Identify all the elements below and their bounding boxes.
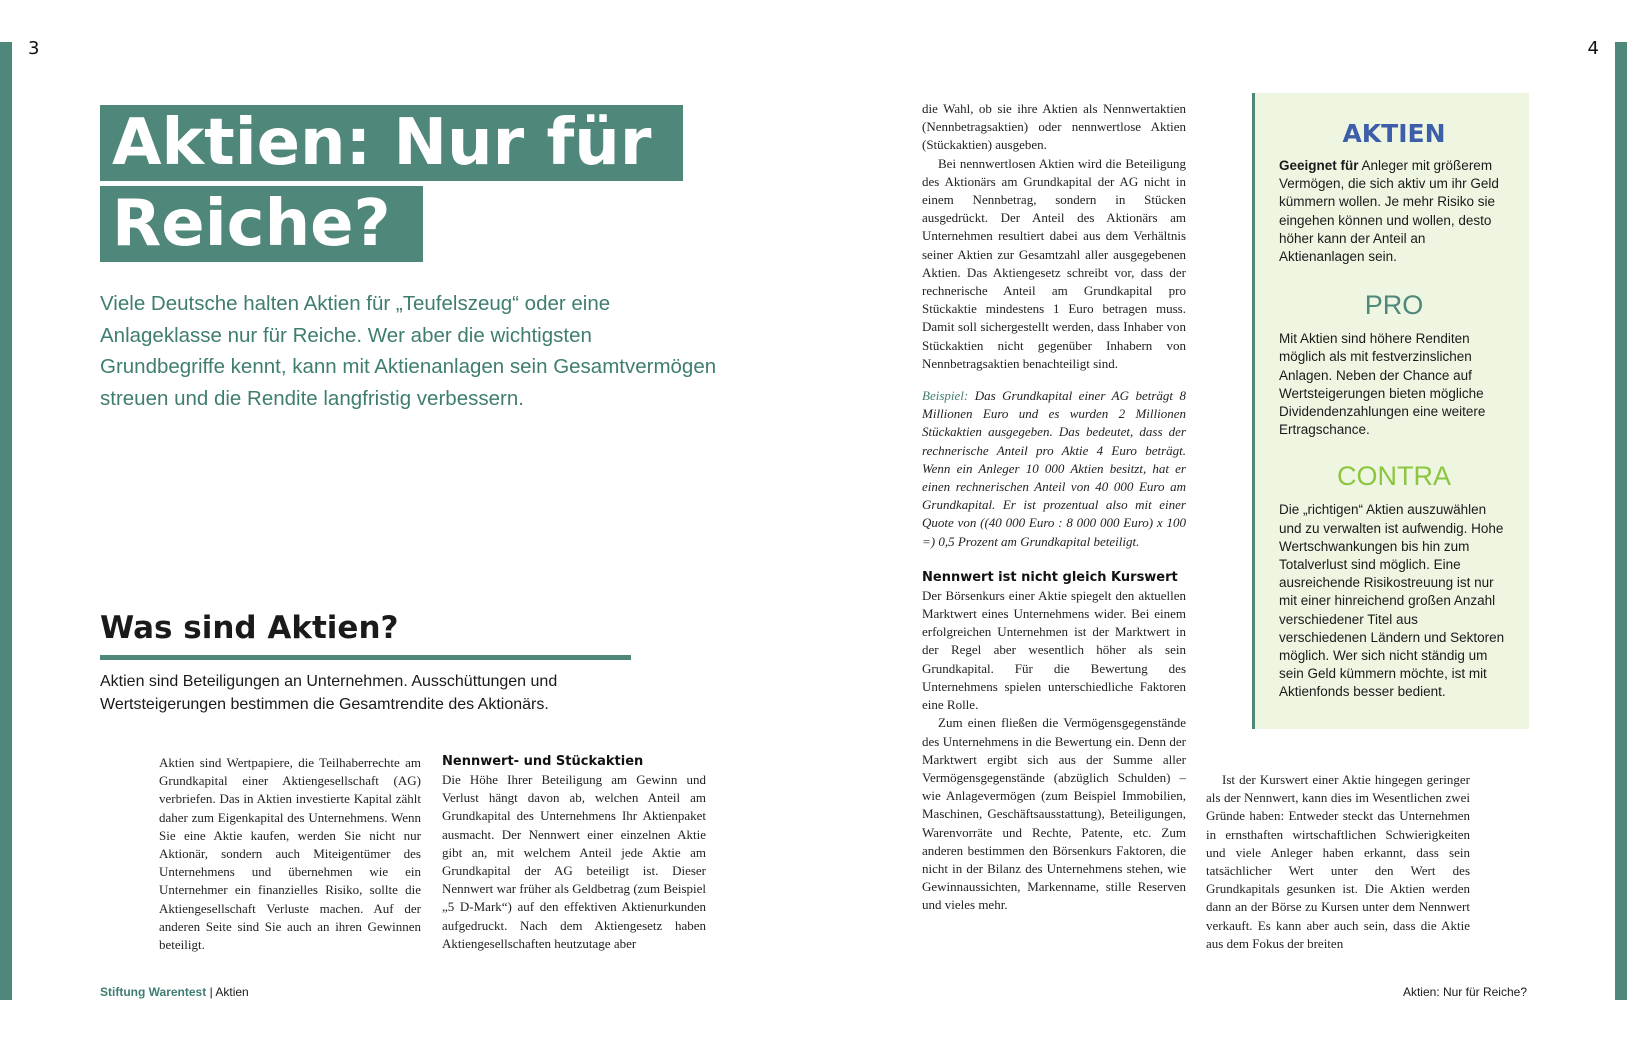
lead-paragraph: Viele Deutsche halten Aktien für „Teufelszeug“ oder eine Anlageklasse nur für Reiche. Wer aber die wichtigsten Grundbegriffe kennt, kann mit Aktienanlagen sein Gesamtvermögen streuen und die Rendite langfristig verbessern.: [100, 292, 717, 410]
col3-paragraph-2: Bei nennwertlosen Aktien wird die Beteiligung des Aktionärs am Grundkapital der AG nicht in einem Nennbetrag, sondern in Stücken ausgedrückt. Der Anteil des Aktionärs am Unternehmen resultiert dabei aus dem Verhältnis seiner Aktien zur Gesamtzahl aller ausgegebenen Aktien. Das Aktiengesetz schreibt vor, dass der rechnerische Anteil am Grundkapital pro Stückaktie mindestens 1 Euro betragen muss. Damit soll sichergestellt werden, dass Inhaber von Stückaktien nicht gegenüber Inhabern von Nennbetragsaktien benachteiligt sind.: [922, 155, 1186, 371]
title-line-2: Reiche?: [100, 186, 423, 262]
box-contra-heading: CONTRA: [1337, 461, 1451, 492]
example-text: Das Grundkapital einer AG beträgt 8 Millionen Euro und es wurden 2 Millionen Stückaktien ausgegeben. Das bedeutet, dass der rechnerische Anteil pro Aktie 4 Euro beträgt. Wenn ein Anleger 10 000 Aktien besitzt, hat er einen rechnerischen Anteil von 40 000 Euro am Grundkapital. Er ist prozentual also mit einer Quote von ((40 000 Euro : 8 000 000 Euro) x 100 =) 0,5 Prozent am Grundkapital beteiligt.: [922, 388, 1186, 549]
col2-subheading: Nennwert- und Stückaktien: [442, 754, 644, 769]
box-suitable-text: Anleger mit größerem Vermögen, die sich aktiv um ihr Geld kümmern wollen. Je mehr Risiko sie eingehen können und wollen, desto höher kann der Anteil an Aktienanlagen sein.: [1279, 158, 1499, 265]
body-column-2: [442, 753, 706, 953]
summary-box: [1252, 93, 1529, 729]
footer-separator: |: [209, 985, 213, 999]
col2-paragraph: Die Höhe Ihrer Beteiligung am Gewinn und Verlust hängt davon ab, welchen Anteil am Grundkapital des Unternehmens Ihr Aktienpaket ausmacht. Der Nennwert einer einzelnen Aktie gibt an, mit welchem Anteil jede Aktie am Grundkapital der AG beteiligt ist. Dieser Nennwert war früher als Geldbetrag (zum Beispiel „5 D-Mark“) auf den effektiven Aktienurkunden aufgedruckt. Nach dem Aktiengesetz haben Aktiengesellschaften heutzutage aber: [442, 772, 706, 951]
box-suitable-label: Geeignet für: [1279, 158, 1359, 173]
footer-section: Aktien: [215, 985, 249, 999]
col3-subheading: Nennwert ist nicht gleich Kurswert: [922, 569, 1178, 585]
example-label: Beispiel:: [922, 388, 969, 404]
box-suitable: [1279, 157, 1509, 266]
example-paragraph: [922, 387, 1186, 551]
footer-brand: Stiftung Warentest: [100, 985, 207, 999]
footer-left: [100, 985, 249, 999]
page-number-right: 4: [1587, 38, 1599, 59]
right-edge-bar: [1615, 42, 1627, 1000]
col3-paragraph-3: Der Börsenkurs einer Aktie spiegelt den aktuellen Marktwert eines Unternehmens wider. Bei einem erfolgreichen Unternehmen ist der Marktwert in der Regel aber wesentlich höher als sein Grundkapital. Für die Bewertung des Unternehmens spielen unterschiedliche Faktoren eine Rolle.: [922, 587, 1186, 713]
box-pro-text: Mit Aktien sind höhere Renditen möglich als mit festverzinslichen Anlagen. Neben der Chance auf Wertsteigerungen bieten mögliche Dividendenzahlungen eine weitere Ertragschance.: [1279, 331, 1486, 438]
section-intro: Aktien sind Beteiligungen an Unternehmen. Ausschüttungen und Wertsteigerungen bestimmen die Gesamtrendite des Aktionärs.: [100, 673, 558, 713]
footer-right: Aktien: Nur für Reiche?: [1402, 985, 1527, 999]
box-contra-text: Die „richtigen“ Aktien auszuwählen und zu verwalten ist aufwendig. Hohe Wertschwankungen bis hin zum Totalverlust sind möglich. Eine ausreichende Risikostreuung ist nur mit einer hinreichend großen Anzahl verschiedener Titel aus verschiedenen Ländern und Sektoren möglich. Wer sich nicht ständig um sein Geld kümmern möchte, ist mit Aktienfonds besser bedient.: [1279, 502, 1505, 700]
col1-paragraph: Aktien sind Wertpapiere, die Teilhaberrechte am Grundkapital einer Aktiengesellschaft (AG) verbriefen. Das in Aktien investierte Kapital zählt daher zum Eigenkapital des Unternehmens. Wenn Sie eine Aktie kaufen, werden Sie nicht nur Aktionär, sondern auch Miteigentümer des Unternehmens und übernehmen wie ein Unternehmer ein finanzielles Risiko, sollte die Aktiengesellschaft Verluste machen. Auf der anderen Seite sind Sie auch an ihren Gewinnen beteiligt.: [159, 755, 421, 953]
box-pro-heading: PRO: [1364, 290, 1424, 321]
left-edge-bar: [0, 42, 12, 1000]
section-rule: [100, 655, 631, 660]
col3-paragraph-4: Zum einen fließen die Vermögensgegenstände des Unternehmens in die Bewertung ein. Denn der Marktwert ergibt sich aus der Summe aller Vermögensgegenstände (abzüglich Schulden) – wie Anlagevermögen (zum Beispiel Immobilien, Maschinen, Geschäftsausstattung), Beteiligungen, Warenvorräte und Rechte, Patente, etc. Zum anderen bestimmen den Börsenkurs Faktoren, die nicht in der Bilanz des Unternehmens stehen, wie Gewinnaussichten, Markenname, stille Reserven und vieles mehr.: [922, 715, 1186, 913]
title-line-1: Aktien: Nur für: [100, 105, 683, 181]
col4-paragraph: Ist der Kurswert einer Aktie hingegen geringer als der Nennwert, kann dies im Wesentlichen zwei Gründe haben: Entweder steckt das Unternehmen in ernsthaften wirtschaftlichen Schwierigkeiten und viele Anleger haben erkannt, dass sein tatsächlicher Wert unter den Wert des Grundkapitals gesunken ist. Die Aktien werden dann an der Börse zu Kursen unter dem Nennwert verkauft. Es kann aber auch sein, dass die Aktie aus dem Fokus der breiten: [1206, 772, 1470, 951]
body-column-1: [159, 754, 421, 954]
body-column-4: [1206, 771, 1470, 953]
box-heading: AKTIEN: [1342, 119, 1446, 148]
section-heading: Was sind Aktien?: [100, 610, 399, 646]
col3-paragraph-1: die Wahl, ob sie ihre Aktien als Nennwertaktien (Nennbetragsaktien) oder nennwertlose Aktien (Stückaktien) ausgeben.: [922, 101, 1186, 153]
body-column-3: [922, 100, 1186, 915]
page-number-left: 3: [28, 38, 40, 59]
